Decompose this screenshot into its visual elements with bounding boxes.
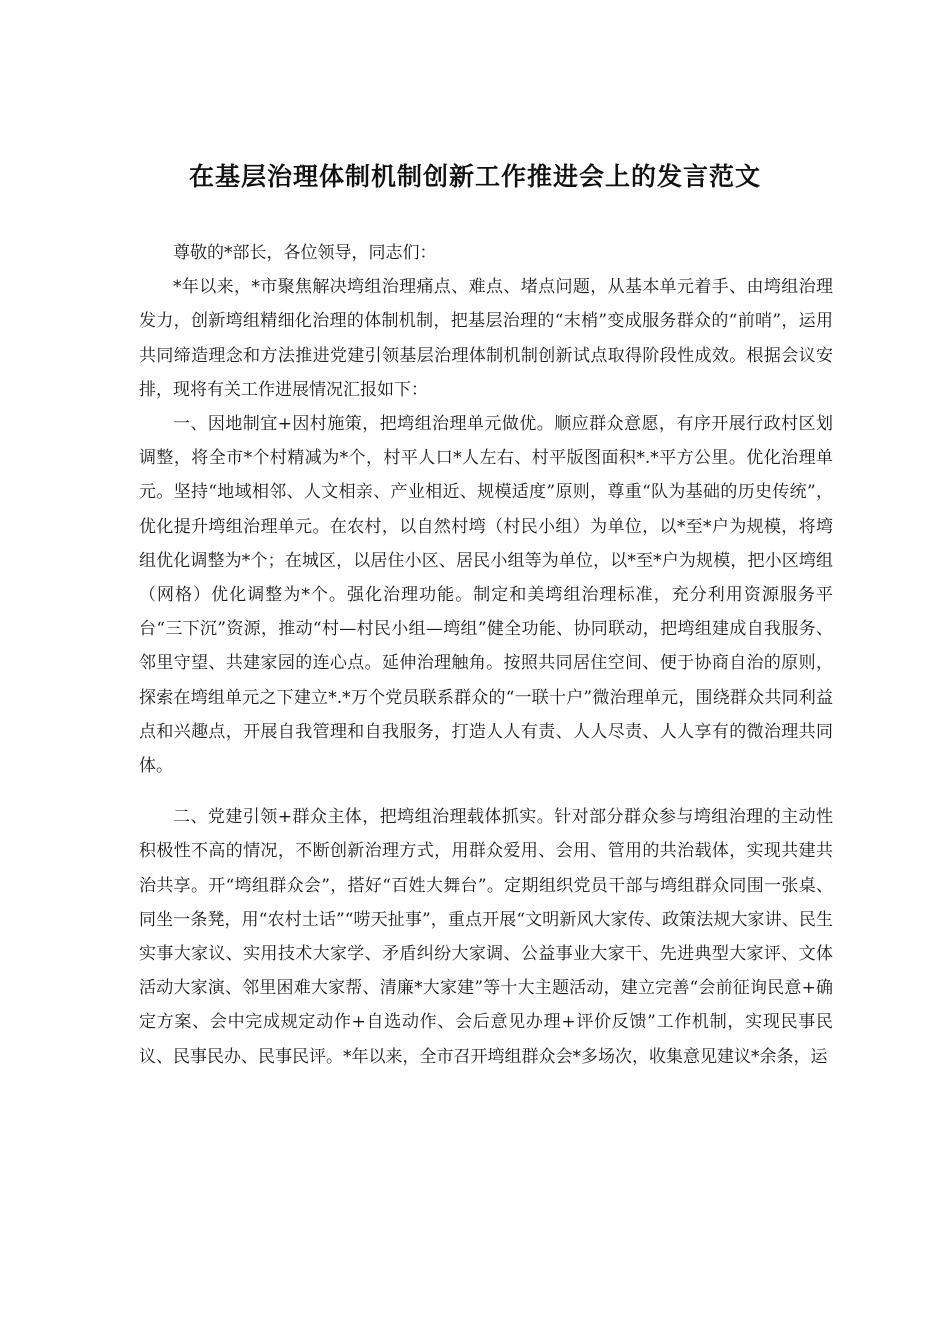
- document-body: [139, 236, 833, 1074]
- paragraph-section-one: 一、因地制宜+因村施策，把塆组治理单元做优。顺应群众意愿，有序开展行政村区划调整，将全市*个村精减为*个，村平人口*人左右、村平版图面积*.*平方公里。优化治理单元。坚持“地域相邻、人文相亲、产业相近、规模适度”原则，尊重“队为基础的历史传统”，优化提升塆组治理单元。在农村，以自然村塆（村民小组）为单位，以*至*户为规模，将塆组优化调整为*个；在城区，以居住小区、居民小组等为单位，以*至*户为规模，把小区塆组（网格）优化调整为*个。强化治理功能。制定和美塆组治理标准，充分利用资源服务平台“三下沉”资源，推动“村—村民小组—塆组”健全功能、协同联动，把塆组建成自我服务、邻里守望、共建家园的连心点。延伸治理触角。按照共同居住空间、便于协商自治的原则，探索在塆组单元之下建立*.*万个党员联系群众的“一联十户”微治理单元，围绕群众共同利益点和兴趣点，开展自我管理和自我服务，打造人人有责、人人尽责、人人享有的微治理共同体。: [139, 414, 833, 777]
- salutation: 尊敬的*部长，各位领导，同志们：: [173, 243, 437, 263]
- paragraph-intro: *年以来，*市聚焦解决塆组治理痛点、难点、堵点问题，从基本单元着手、由塆组治理发力，创新塆组精细化治理的体制机制，把基层治理的“末梢”变成服务群众的“前哨”，运用共同缔造理念和方法推进党建引领基层治理体制机制创新试点取得阶段性成效。根据会议安排，现将有关工作进展情况汇报如下：: [139, 277, 833, 400]
- paragraph-section-two: 二、党建引领+群众主体，把塆组治理载体抓实。针对部分群众参与塆组治理的主动性积极性不高的情况，不断创新治理方式，用群众爱用、会用、管用的共治载体，实现共建共治共享。开“塆组群众会”，搭好“百姓大舞台”。定期组织党员干部与塆组群众同围一张桌、同坐一条凳，用“农村土话”“唠天扯事”，重点开展“文明新风大家传、政策法规大家讲、民生实事大家议、实用技术大家学、矛盾纠纷大家调、公益事业大家干、先进典型大家评、文体活动大家演、邻里困难大家帮、清廉*大家建”等十大主题活动，建立完善“会前征询民意+确定方案、会中完成规定动作+自选动作、会后意见办理+评价反馈”工作机制，实现民事民议、民事民办、民事民评。*年以来，全市召开塆组群众会*多场次，收集意见建议*余条，运: [139, 807, 833, 1067]
- document-title: 在基层治理体制机制创新工作推进会上的发言范文: [188, 161, 761, 191]
